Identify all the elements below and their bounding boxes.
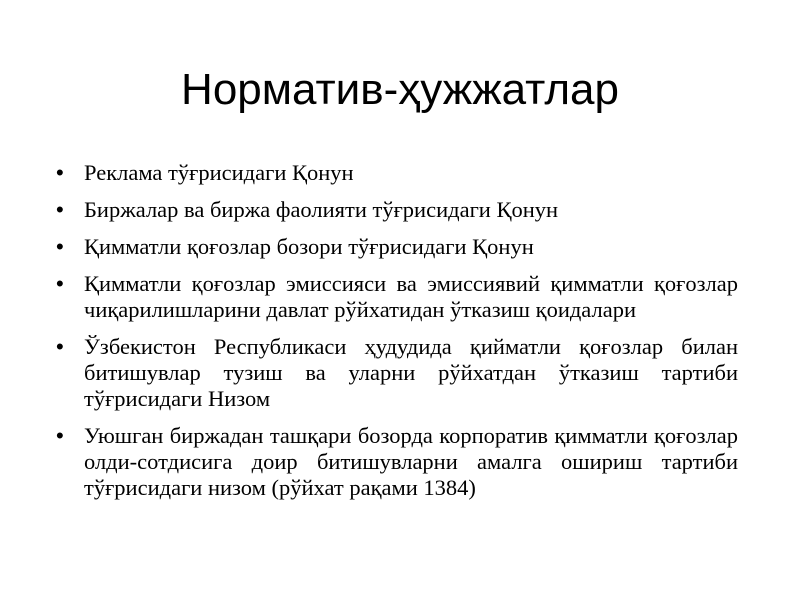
list-item-text: Қимматли қоғозлар бозори тўғрисидаги Қонун xyxy=(84,234,534,259)
list-item xyxy=(56,423,738,501)
list-item-text: Биржалар ва биржа фаолияти тўғрисидаги Қонун xyxy=(84,197,559,222)
bullet-icon: • xyxy=(56,160,64,185)
slide-title: Норматив-ҳужжатлар xyxy=(181,65,619,114)
list-item xyxy=(56,334,738,412)
list-item xyxy=(56,160,738,186)
list-item xyxy=(56,197,738,223)
bullet-icon: • xyxy=(56,423,64,448)
bullet-icon: • xyxy=(56,234,64,259)
list-item-text: Ўзбекистон Республикаси ҳудудида қийматли қоғозлар билан битишувлар тузиш ва уларни рўйхатдан ўтказиш тартиби тўғрисидаги Низом xyxy=(84,334,738,411)
bullet-icon: • xyxy=(56,271,64,296)
list-item-text: Қимматли қоғозлар эмиссияси ва эмиссиявий қимматли қоғозлар чиқарилишларини давлат рўйхатидан ўтказиш қоидалари xyxy=(84,271,738,322)
list-item xyxy=(56,271,738,323)
bullet-icon: • xyxy=(56,197,64,222)
bullet-list xyxy=(56,160,738,512)
list-item-text: Реклама тўғрисидаги Қонун xyxy=(84,160,354,185)
bullet-icon: • xyxy=(56,334,64,359)
list-item-text: Уюшган биржадан ташқари бозорда корпоратив қимматли қоғозлар олди-сотдисига доир битишувларни амалга ошириш тартиби тўғрисидаги низом (рўйхат рақами 1384) xyxy=(84,423,738,500)
list-item xyxy=(56,234,738,260)
